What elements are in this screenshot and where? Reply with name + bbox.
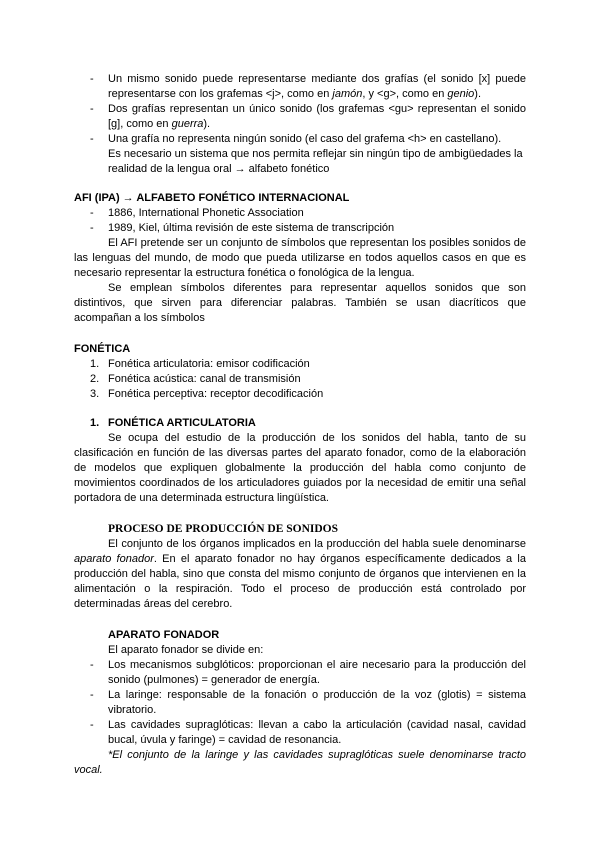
list-item: - Un mismo sonido puede representarse mediante dos grafías (el sonido [x] puede representarse con los grafemas <j>, como en jamón, y <g>, como en genio). [90,73,526,100]
list-item: 2. Fonética acústica: canal de transmisión [90,373,301,385]
list-item: - La laringe: responsable de la fonación o producción de la voz (glotis) = sistema vibratorio. [90,689,526,716]
articulatoria-heading: 1. FONÉTICA ARTICULATORIA [90,417,256,429]
list-item: - Las cavidades supraglóticas: llevan a cabo la articulación (cavidad nasal, cavidad bucal, úvula y faringe) = cavidad de resonancia. [90,719,526,746]
aparato-heading: APARATO FONADOR [108,629,220,641]
list-dash: - [90,207,94,219]
proceso-paragraph: El conjunto de los órganos implicados en la producción del habla suele denominarse aparato fonador. En el aparato fonador no hay órganos específicamente dedicados a la producción del habla, sino que consta del mismo conjunto de órganos que intervienen en la alimentación o la respiración. Todo el proceso de producción está controlado por determinadas áreas del cerebro. [74,538,526,610]
afi-heading: AFI (IPA) → ALFABETO FONÉTICO INTERNACIONAL [74,192,350,204]
aparato-intro: El aparato fonador se divide en: [108,644,264,656]
afi-paragraph-1: El AFI pretende ser un conjunto de símbolos que representan los posibles sonidos de las lenguas del mundo, de modo que pueda utilizarse en todos aquellos casos en que es necesario representar la estructura fonética o fonológica de la lengua. [74,237,526,279]
proceso-heading: PROCESO DE PRODUCCIÓN DE SONIDOS [108,523,339,535]
afi-paragraph-2: Se emplean símbolos diferentes para representar aquellos sonidos que son distintivos, que sirven para diferenciar palabras. También se usan diacríticos que acompañan a los símbolos [74,282,526,324]
list-dash: - [90,719,94,731]
list-dash: - [90,222,94,234]
heading-number: 1. [90,417,100,429]
list-item: - Dos grafías representan un único sonido (los grafemas <gu> representan el sonido [g], como en guerra). [90,103,526,130]
aparato-note: *El conjunto de la laringe y las cavidades supraglóticas suele denominarse tracto vocal. [74,749,526,776]
list-dash: - [90,133,94,145]
list-number: 1. [90,358,100,370]
intro-paragraph: Es necesario un sistema que nos permita reflejar sin ningún tipo de ambigüedades la realidad de la lengua oral → alfabeto fonético [108,148,523,175]
list-dash: - [90,103,94,115]
list-item: 3. Fonética perceptiva: receptor decodificación [90,388,324,400]
list-item: - 1886, International Phonetic Association [90,207,304,219]
list-dash: - [90,73,94,85]
list-item: - 1989, Kiel, última revisión de este sistema de transcripción [90,222,395,234]
fonetica-heading: FONÉTICA [74,343,131,355]
list-dash: - [90,659,94,671]
list-number: 2. [90,373,100,385]
list-item: - Los mecanismos subglóticos: proporcionan el aire necesario para la producción del sonido (pulmones) = generador de energía. [90,659,526,686]
document-page [74,72,526,778]
list-item: 1. Fonética articulatoria: emisor codificación [90,358,310,370]
list-dash: - [90,689,94,701]
list-number: 3. [90,388,100,400]
list-item: - Una grafía no representa ningún sonido (el caso del grafema <h> en castellano). [90,133,502,145]
articulatoria-paragraph: Se ocupa del estudio de la producción de los sonidos del habla, tanto de su clasificación en función de las diversas partes del aparato fonador, como de la elaboración de modelos que expliquen globalmente la producción del habla como conjunto de movimientos coordinados de los articuladores guiados por la necesidad de emitir una señal portadora de una determinada estructura lingüística. [74,432,526,504]
